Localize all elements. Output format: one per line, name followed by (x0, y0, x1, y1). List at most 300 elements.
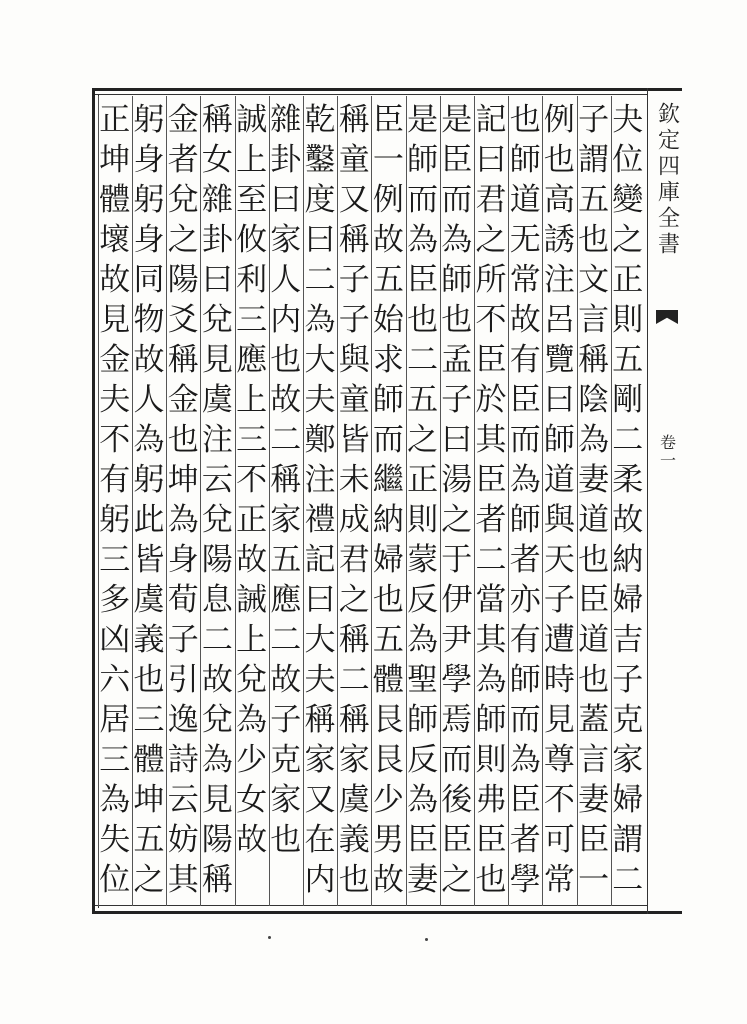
character: 故 (201, 662, 233, 698)
character: 金 (99, 342, 131, 378)
character: 二 (475, 542, 507, 578)
character: 雜 (270, 102, 302, 138)
character: 不 (236, 462, 268, 498)
character: 為 (441, 222, 473, 258)
character: 為 (133, 422, 165, 458)
fishtail-mark-icon (656, 310, 678, 324)
character: 物 (133, 302, 165, 338)
character: 女 (201, 142, 233, 178)
character: 學 (441, 662, 473, 698)
character: 上 (236, 142, 268, 178)
character: 為 (167, 502, 199, 538)
character: 故 (270, 382, 302, 418)
character: 三 (99, 742, 131, 778)
character: 兌 (201, 302, 233, 338)
character: 兌 (201, 702, 233, 738)
character: 五 (407, 382, 439, 418)
character: 所 (475, 262, 507, 298)
character: 之 (475, 222, 507, 258)
character: 卦 (270, 142, 302, 178)
character: 正 (99, 102, 131, 138)
character: 家 (612, 742, 644, 778)
character: 稱 (338, 702, 370, 738)
character: 息 (201, 582, 233, 618)
character: 求 (372, 342, 404, 378)
character: 湯 (441, 462, 473, 498)
character: 度 (304, 182, 336, 218)
character: 注 (304, 462, 336, 498)
character: 上 (236, 622, 268, 658)
character: 家 (270, 782, 302, 818)
character: 臣 (578, 822, 610, 858)
character: 五 (612, 342, 644, 378)
character: 謂 (612, 822, 644, 858)
character: 與 (338, 342, 370, 378)
character: 禮 (304, 502, 336, 538)
character: 克 (612, 702, 644, 738)
character: 正 (236, 502, 268, 538)
character: 師 (509, 662, 541, 698)
character: 義 (133, 622, 165, 658)
character: 之 (338, 582, 370, 618)
character: 伊 (441, 582, 473, 618)
character: 稱 (578, 342, 610, 378)
character: 記 (304, 542, 336, 578)
character: 兌 (236, 662, 268, 698)
character: 子 (270, 702, 302, 738)
character: 少 (372, 782, 404, 818)
character: 金 (167, 382, 199, 418)
character: 利 (236, 262, 268, 298)
bottom-inner-border (92, 905, 648, 906)
character: 五 (133, 822, 165, 858)
character: 義 (338, 822, 370, 858)
character: 柔 (612, 462, 644, 498)
character: 為 (201, 742, 233, 778)
character: 而 (441, 742, 473, 778)
character: 未 (338, 462, 370, 498)
character: 師 (372, 382, 404, 418)
character: 壞 (99, 222, 131, 258)
character: 始 (372, 302, 404, 338)
character: 當 (475, 582, 507, 618)
character: 故 (99, 262, 131, 298)
character: 其 (167, 862, 199, 898)
character: 也 (270, 822, 302, 858)
column-rule (98, 96, 99, 906)
character: 金 (167, 102, 199, 138)
character: 陽 (167, 262, 199, 298)
character: 位 (99, 862, 131, 898)
character: 故 (372, 222, 404, 258)
character: 家 (270, 502, 302, 538)
character: 則 (475, 742, 507, 778)
character: 注 (543, 262, 575, 298)
character: 妻 (578, 782, 610, 818)
character: 虞 (133, 582, 165, 618)
character: 多 (99, 582, 131, 618)
character: 故 (509, 302, 541, 338)
page-margin-column (652, 96, 682, 906)
character: 上 (236, 382, 268, 418)
character: 身 (133, 222, 165, 258)
character: 故 (236, 822, 268, 858)
character: 躬 (99, 502, 131, 538)
character: 反 (407, 742, 439, 778)
character: 陰 (578, 382, 610, 418)
character: 見 (201, 782, 233, 818)
character: 二 (304, 262, 336, 298)
character: 言 (578, 742, 610, 778)
character: 體 (133, 742, 165, 778)
character: 道 (578, 502, 610, 538)
character: 聖 (407, 662, 439, 698)
character: 无 (509, 222, 541, 258)
character: 與 (543, 502, 575, 538)
character: 故 (133, 342, 165, 378)
character: 子 (338, 302, 370, 338)
character: 内 (270, 302, 302, 338)
character: 而 (441, 182, 473, 218)
character: 孟 (441, 342, 473, 378)
character: 記 (475, 102, 507, 138)
character: 高 (543, 182, 575, 218)
character: 之 (167, 222, 199, 258)
character: 也 (578, 542, 610, 578)
character: 誘 (543, 222, 575, 258)
character: 時 (543, 662, 575, 698)
character: 例 (543, 102, 575, 138)
character: 婦 (612, 782, 644, 818)
character: 云 (201, 462, 233, 498)
character: 三 (236, 302, 268, 338)
character: 稱 (304, 702, 336, 738)
character: 坤 (167, 462, 199, 498)
character: 君 (338, 542, 370, 578)
character: 見 (99, 302, 131, 338)
character: 不 (99, 422, 131, 458)
character: 也 (372, 582, 404, 618)
character: 曰 (201, 262, 233, 298)
character: 三 (236, 422, 268, 458)
character: 而 (509, 702, 541, 738)
character: 荀 (167, 582, 199, 618)
character: 為 (407, 222, 439, 258)
character: 也 (578, 662, 610, 698)
character: 為 (578, 422, 610, 458)
character: 其 (475, 422, 507, 458)
character: 者 (167, 142, 199, 178)
character: 坤 (133, 782, 165, 818)
character: 身 (133, 142, 165, 178)
character: 也 (578, 222, 610, 258)
character: 為 (509, 742, 541, 778)
character: 注 (201, 422, 233, 458)
character: 故 (372, 862, 404, 898)
character: 繼 (372, 462, 404, 498)
character: 為 (99, 782, 131, 818)
character: 二 (270, 622, 302, 658)
character: 臣 (407, 822, 439, 858)
character: 之 (407, 422, 439, 458)
character: 反 (407, 582, 439, 618)
character: 克 (270, 742, 302, 778)
character: 文 (578, 262, 610, 298)
character: 有 (99, 462, 131, 498)
character: 蒙 (407, 542, 439, 578)
character: 婦 (612, 582, 644, 618)
character: 誠 (236, 102, 268, 138)
character: 逸 (167, 702, 199, 738)
character: 同 (133, 262, 165, 298)
character: 稱 (338, 222, 370, 258)
character: 一 (372, 142, 404, 178)
character: 也 (338, 862, 370, 898)
character: 曰 (270, 182, 302, 218)
character: 三 (133, 702, 165, 738)
character: 謂 (578, 142, 610, 178)
character: 夫 (304, 382, 336, 418)
character: 大 (304, 342, 336, 378)
character: 師 (407, 702, 439, 738)
character: 常 (543, 862, 575, 898)
character: 臣 (372, 102, 404, 138)
character: 師 (543, 422, 575, 458)
character: 子 (441, 382, 473, 418)
character: 也 (167, 422, 199, 458)
character: 則 (612, 302, 644, 338)
character: 而 (407, 182, 439, 218)
character: 納 (372, 502, 404, 538)
character: 則 (407, 502, 439, 538)
character: 之 (612, 222, 644, 258)
character: 誡 (236, 582, 268, 618)
character: 雜 (201, 182, 233, 218)
character: 子 (338, 262, 370, 298)
character: 引 (167, 662, 199, 698)
character: 道 (543, 462, 575, 498)
character: 臣 (509, 782, 541, 818)
character: 女 (236, 782, 268, 818)
character: 之 (441, 502, 473, 538)
character: 見 (543, 702, 575, 738)
character: 尹 (441, 622, 473, 658)
character: 二 (201, 622, 233, 658)
character: 乾 (304, 102, 336, 138)
character: 稱 (167, 342, 199, 378)
character: 為 (509, 462, 541, 498)
character: 三 (99, 542, 131, 578)
character: 稱 (270, 462, 302, 498)
character: 曰 (475, 142, 507, 178)
character: 後 (441, 782, 473, 818)
character: 尊 (543, 742, 575, 778)
character: 也 (407, 302, 439, 338)
top-border (92, 88, 682, 91)
character: 兌 (201, 502, 233, 538)
character: 也 (441, 302, 473, 338)
character: 蓋 (578, 702, 610, 738)
character: 君 (475, 182, 507, 218)
character: 稱 (338, 622, 370, 658)
character: 二 (612, 422, 644, 458)
character: 見 (201, 342, 233, 378)
character: 遭 (543, 622, 575, 658)
character: 大 (304, 622, 336, 658)
character: 身 (167, 542, 199, 578)
character: 天 (543, 542, 575, 578)
character: 家 (338, 742, 370, 778)
character: 臣 (475, 462, 507, 498)
character: 是 (407, 102, 439, 138)
character: 二 (407, 342, 439, 378)
character: 弗 (475, 782, 507, 818)
character: 納 (612, 542, 644, 578)
character: 成 (338, 502, 370, 538)
character: 亦 (509, 582, 541, 618)
character: 童 (338, 142, 370, 178)
character: 皆 (133, 542, 165, 578)
character: 臣 (441, 822, 473, 858)
character: 者 (509, 542, 541, 578)
character: 艮 (372, 742, 404, 778)
character: 云 (167, 782, 199, 818)
character: 卦 (201, 222, 233, 258)
character: 曰 (304, 222, 336, 258)
volume-label: 卷一 (657, 434, 677, 470)
character: 五 (270, 542, 302, 578)
character: 五 (578, 182, 610, 218)
character: 妨 (167, 822, 199, 858)
character: 稱 (201, 102, 233, 138)
character: 也 (133, 662, 165, 698)
character: 人 (133, 382, 165, 418)
character: 也 (543, 142, 575, 178)
character: 一 (578, 862, 610, 898)
character: 臣 (578, 582, 610, 618)
character: 人 (270, 262, 302, 298)
character: 故 (236, 542, 268, 578)
character: 之 (441, 862, 473, 898)
character: 臣 (475, 822, 507, 858)
character: 呂 (543, 302, 575, 338)
character: 師 (441, 262, 473, 298)
character: 凶 (99, 622, 131, 658)
character: 臣 (441, 142, 473, 178)
character: 皆 (338, 422, 370, 458)
character: 可 (543, 822, 575, 858)
character: 體 (372, 662, 404, 698)
character: 妻 (578, 462, 610, 498)
character: 家 (304, 742, 336, 778)
character: 六 (99, 662, 131, 698)
character: 内 (304, 862, 336, 898)
character: 有 (509, 342, 541, 378)
character: 又 (338, 182, 370, 218)
character: 變 (612, 182, 644, 218)
character: 師 (407, 142, 439, 178)
character: 常 (509, 262, 541, 298)
character: 為 (407, 782, 439, 818)
character: 臣 (407, 262, 439, 298)
character: 也 (509, 102, 541, 138)
character: 曰 (543, 382, 575, 418)
character: 男 (372, 822, 404, 858)
character: 二 (270, 422, 302, 458)
character: 師 (509, 502, 541, 538)
character: 妻 (407, 862, 439, 898)
character: 焉 (441, 702, 473, 738)
character: 鑿 (304, 142, 336, 178)
character: 有 (509, 622, 541, 658)
character: 不 (543, 782, 575, 818)
bottom-border (92, 911, 682, 914)
character: 詩 (167, 742, 199, 778)
character: 五 (372, 262, 404, 298)
character: 師 (475, 702, 507, 738)
character: 例 (372, 182, 404, 218)
character: 臣 (509, 382, 541, 418)
character: 故 (270, 662, 302, 698)
character: 覽 (543, 342, 575, 378)
character: 為 (236, 702, 268, 738)
character: 少 (236, 742, 268, 778)
character: 也 (270, 342, 302, 378)
character: 稱 (338, 102, 370, 138)
character: 是 (441, 102, 473, 138)
character: 道 (509, 182, 541, 218)
character: 兌 (167, 182, 199, 218)
character: 子 (543, 582, 575, 618)
character: 至 (236, 182, 268, 218)
character: 體 (99, 182, 131, 218)
character: 童 (338, 382, 370, 418)
character: 二 (612, 862, 644, 898)
character: 臣 (475, 342, 507, 378)
character: 故 (612, 502, 644, 538)
character: 正 (407, 462, 439, 498)
character: 鄭 (304, 422, 336, 458)
character: 躬 (133, 182, 165, 218)
character: 為 (407, 622, 439, 658)
character: 陽 (201, 822, 233, 858)
character: 應 (236, 342, 268, 378)
character: 又 (304, 782, 336, 818)
speck (268, 936, 271, 939)
character: 為 (475, 662, 507, 698)
character: 躬 (133, 102, 165, 138)
character: 而 (509, 422, 541, 458)
character: 曰 (441, 422, 473, 458)
character: 于 (441, 542, 473, 578)
character: 爻 (167, 302, 199, 338)
character: 道 (578, 622, 610, 658)
character: 而 (372, 422, 404, 458)
character: 夫 (304, 662, 336, 698)
character: 其 (475, 622, 507, 658)
character: 曰 (304, 582, 336, 618)
character: 子 (578, 102, 610, 138)
character: 師 (509, 142, 541, 178)
character: 攸 (236, 222, 268, 258)
book-title: 欽定四庫全書 (654, 102, 680, 258)
character: 為 (304, 302, 336, 338)
character: 剛 (612, 382, 644, 418)
character: 此 (133, 502, 165, 538)
character: 家 (270, 222, 302, 258)
character: 子 (167, 622, 199, 658)
character: 夬 (612, 102, 644, 138)
